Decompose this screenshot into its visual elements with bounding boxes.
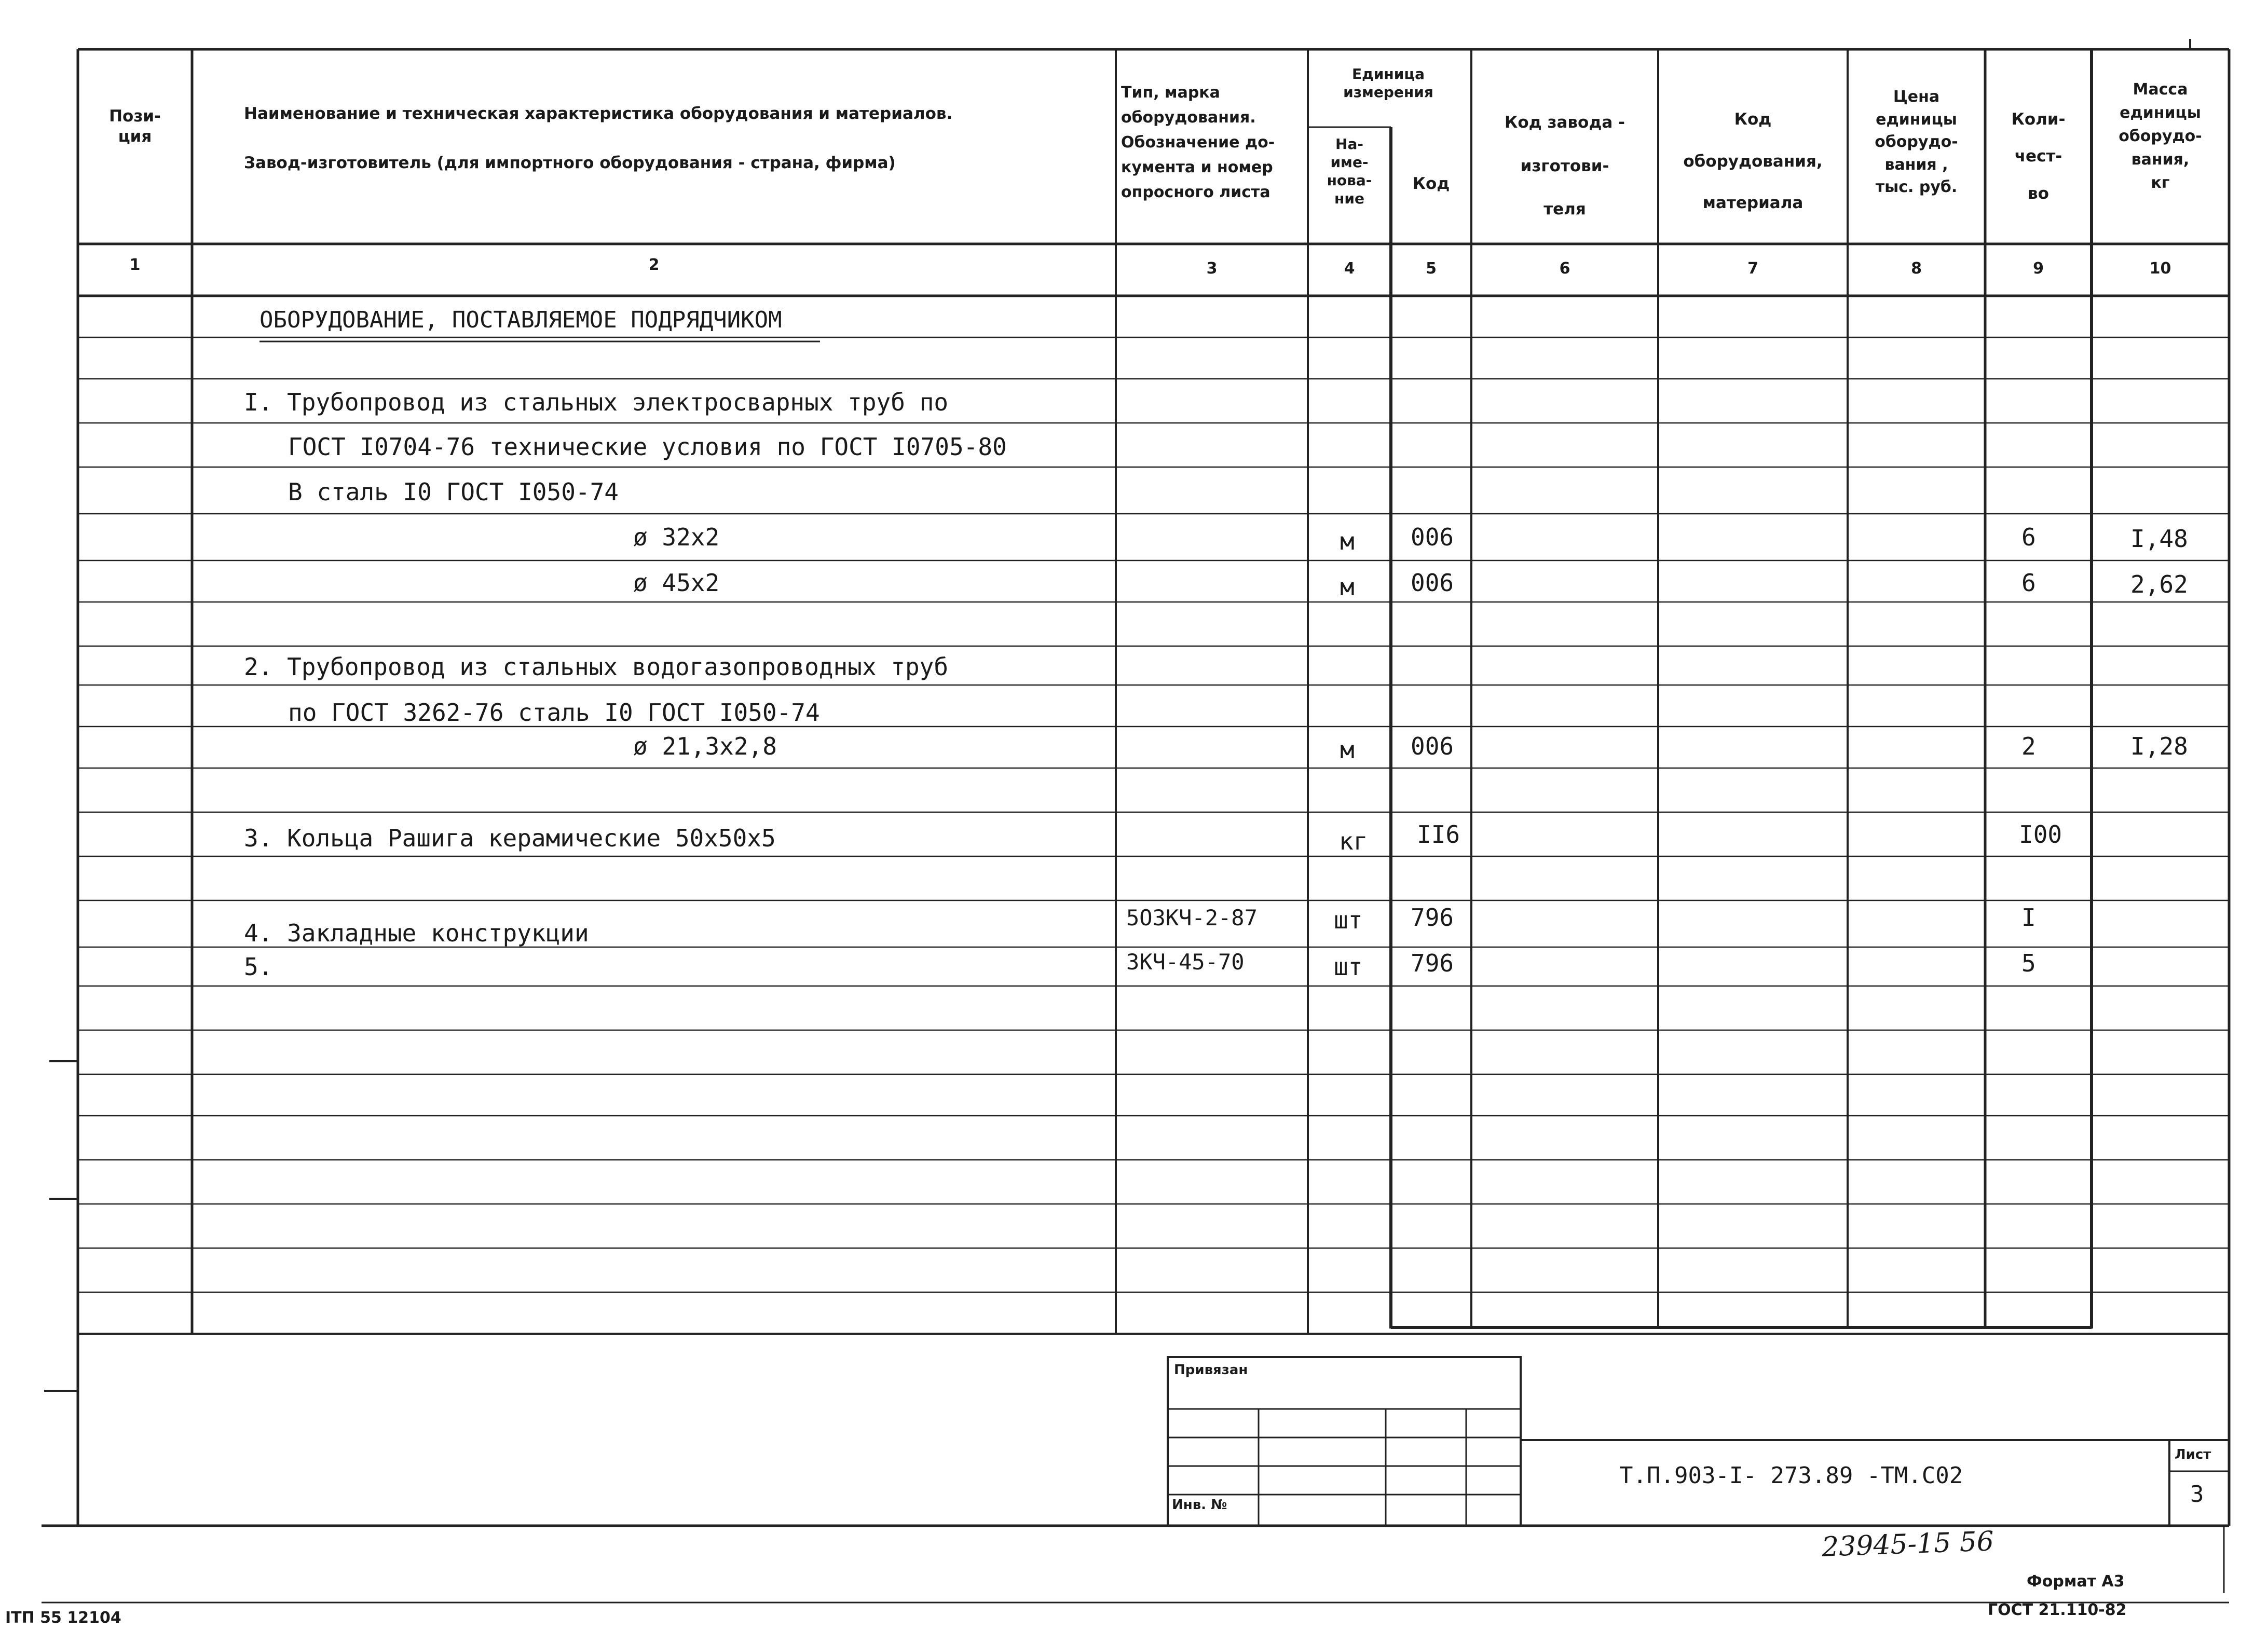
- document-code: Т.П.903-I- 273.89 -ТМ.С02: [1619, 1462, 1963, 1489]
- header-unit-group: Единица измерения: [1343, 65, 1433, 101]
- title-block-inv-no: Инв. №: [1172, 1497, 1227, 1513]
- row-quantity: I: [2021, 903, 2036, 932]
- header-unit-name: На- име- нова- ние: [1327, 135, 1372, 207]
- row-quantity: I00: [2019, 820, 2062, 848]
- gost-label: ГОСТ 21.110-82: [1988, 1601, 2127, 1619]
- format-label: Формат А3: [2027, 1572, 2125, 1591]
- header-position: Пози- ция: [109, 107, 161, 146]
- row-unit: шт: [1334, 906, 1363, 934]
- row-name: по ГОСТ 3262-76 сталь I0 ГОСТ I050-74: [288, 699, 820, 727]
- row-quantity: 6: [2021, 569, 2036, 597]
- header-mass: Масса единицы оборудо- вания, кг: [2119, 80, 2202, 192]
- row-code: 006: [1411, 569, 1454, 597]
- row-unit: м: [1340, 573, 1355, 601]
- header-quantity: Коли- чест- во: [2011, 110, 2066, 203]
- column-number-9: 9: [2033, 259, 2044, 278]
- row-code: 006: [1411, 732, 1454, 760]
- column-number-7: 7: [1747, 259, 1758, 278]
- row-code: 796: [1411, 903, 1454, 932]
- row-code: II6: [1417, 820, 1460, 848]
- itp-label: ІТП 55 12104: [5, 1609, 121, 1627]
- row-unit: кг: [1339, 827, 1368, 855]
- row-name: 5.: [244, 953, 273, 981]
- row-type: 5ОЗКЧ-2-87: [1126, 905, 1258, 930]
- row-name: В сталь I0 ГОСТ I050-74: [288, 478, 619, 506]
- column-number-5: 5: [1426, 259, 1437, 278]
- column-number-4: 4: [1344, 259, 1355, 278]
- section-title: ОБОРУДОВАНИЕ, ПОСТАВЛЯЕМОЕ ПОДРЯДЧИКОМ: [259, 307, 782, 333]
- header-price: Цена единицы оборудо- вания , тыс. руб.: [1875, 88, 1958, 196]
- column-number-6: 6: [1559, 259, 1570, 278]
- row-name: ø 21,3х2,8: [633, 732, 777, 760]
- sheet-number: 3: [2190, 1481, 2204, 1508]
- header-name-line2: Завод-изготовитель (для импортного оборудования - страна, фирма): [244, 154, 896, 172]
- handwritten-number: 23945-15 56: [1821, 1526, 1994, 1563]
- header-unit-code: Код: [1412, 174, 1450, 193]
- column-number-2: 2: [648, 256, 660, 274]
- row-unit: м: [1340, 527, 1355, 555]
- header-type: Тип, марка оборудования. Обозначение до- кумента и номер опросного листа: [1121, 84, 1275, 201]
- row-code: 796: [1411, 949, 1454, 977]
- row-quantity: 5: [2021, 949, 2036, 977]
- row-code: 006: [1411, 523, 1454, 551]
- row-mass: 2,62: [2130, 570, 2188, 598]
- row-unit: шт: [1334, 953, 1363, 981]
- row-name: ø 45х2: [633, 569, 720, 597]
- column-number-1: 1: [129, 256, 141, 274]
- row-unit: м: [1340, 736, 1355, 764]
- row-quantity: 2: [2021, 732, 2036, 760]
- row-quantity: 6: [2021, 523, 2036, 551]
- row-name: ø 32х2: [633, 523, 720, 551]
- header-name-line1: Наименование и техническая характеристика оборудования и материалов.: [244, 104, 953, 123]
- column-number-10: 10: [2149, 259, 2171, 278]
- row-name: 3. Кольца Рашига керамические 50х50х5: [244, 824, 776, 852]
- header-factory-code: Код завода - изготови- теля: [1505, 113, 1625, 219]
- row-mass: I,28: [2130, 732, 2188, 760]
- row-name: 4. Закладные конструкции: [244, 919, 589, 947]
- title-block-privyazan: Привязан: [1174, 1362, 1248, 1378]
- row-name: I. Трубопровод из стальных электросварных труб по: [244, 388, 949, 416]
- row-name: 2. Трубопровод из стальных водогазопроводных труб: [244, 653, 949, 681]
- sheet-label: Лист: [2175, 1447, 2211, 1462]
- row-name: ГОСТ I0704-76 технические условия по ГОСТ I0705-80: [288, 433, 1007, 461]
- row-mass: I,48: [2130, 525, 2188, 553]
- column-number-8: 8: [1911, 259, 1922, 278]
- header-equipment-code: Код оборудования, материала: [1683, 110, 1823, 213]
- column-number-3: 3: [1206, 259, 1218, 278]
- row-type: ЗКЧ-45-70: [1126, 949, 1245, 975]
